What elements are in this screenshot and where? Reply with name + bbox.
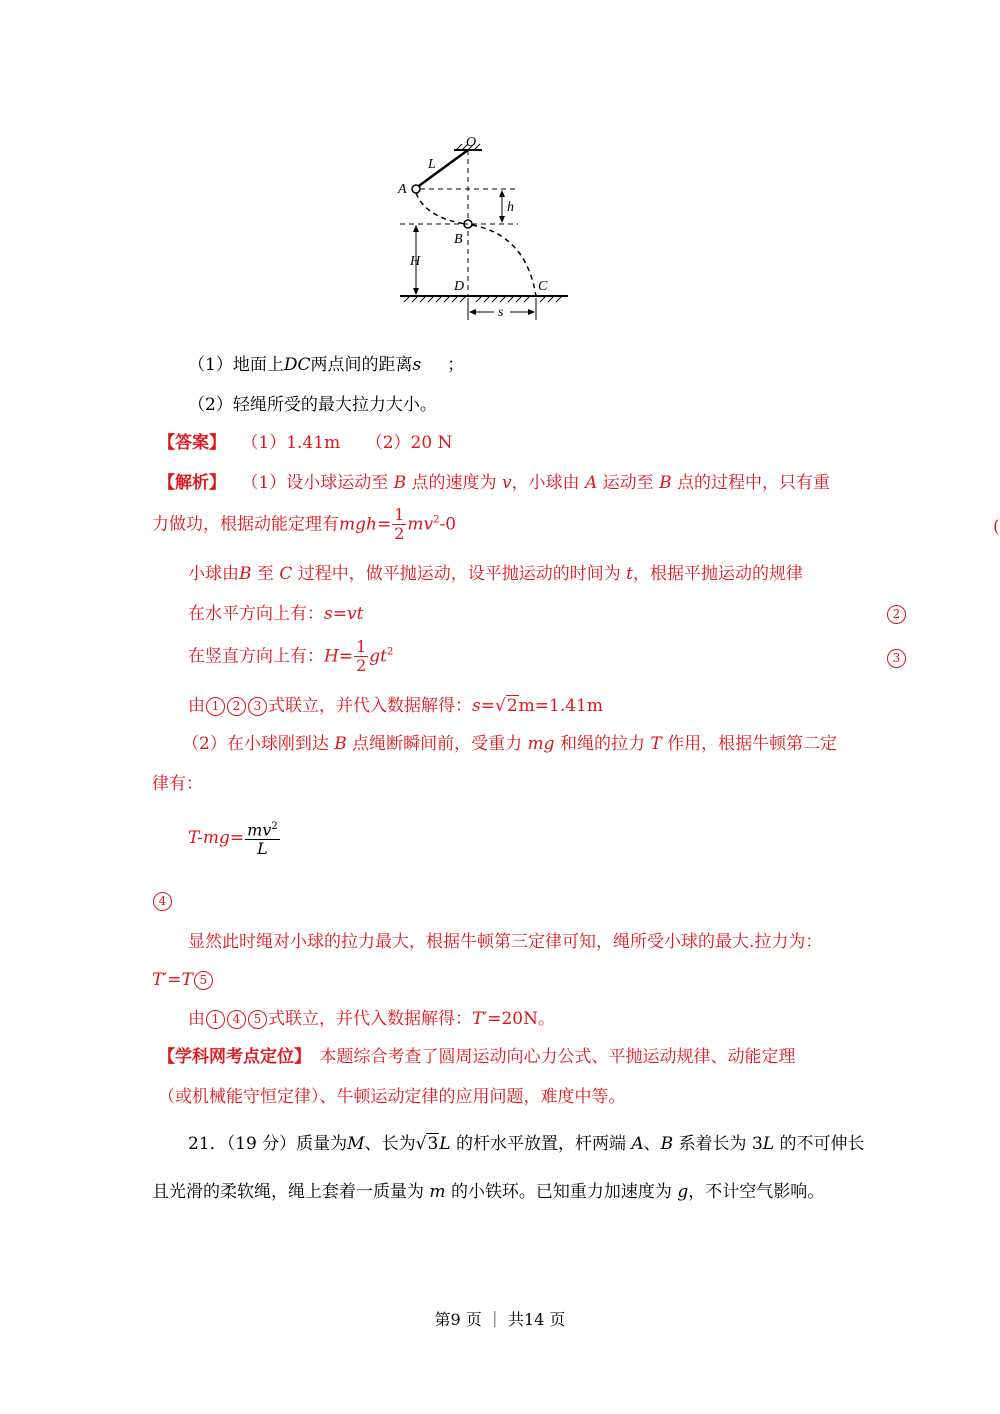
location-line-1: 【学科网考点定位】 本题综合考查了圆周运动向心力公式、平抛运动规律、动能定理 <box>158 1047 796 1067</box>
analysis-formula-newton: T-mg= $\frac{mv^2}{L}$ <box>188 818 281 858</box>
equation-marker-1: ( <box>993 517 1000 537</box>
label-A: A <box>398 182 407 197</box>
sqrt-3: √3 <box>415 1134 439 1154</box>
label-h: h <box>507 200 514 215</box>
arc-A-B <box>416 193 466 224</box>
analysis-line-7: （2）在小球刚到达 B 点绳断瞬间前，受重力 mg 和绳的拉力 T 作用，根据牛顿第二定 <box>182 734 838 754</box>
analysis-line-3: 小球由B 至 C 过程中，做平抛运动，设平抛运动的时间为 t，根据平抛运动的规律 <box>188 564 803 584</box>
analysis-line-9: 显然此时绳对小球的拉力最大，根据牛顿第三定律可知，绳所受小球的最大.拉力为： <box>188 932 823 952</box>
label-L: L <box>428 157 436 172</box>
answer-line <box>158 432 452 454</box>
equation-marker-2: 2 <box>886 603 907 625</box>
analysis-line-6: 由 1 2 3 式联立，并代入数据解得：s=√2m=1.41m <box>188 696 603 716</box>
analysis-line-2: 力做功，根据动能定理有mgh= $\frac{1}{2}$ $mv^2-0$ <box>152 505 457 543</box>
sqrt-2: √2 <box>494 696 518 716</box>
fraction-half: $\frac{1}{2}$ <box>394 505 405 543</box>
analysis-tag: 【解析】 <box>158 473 226 493</box>
question-1: （1）地面上DC两点间的距离s ； <box>188 355 465 375</box>
h-arrow-up <box>499 190 505 197</box>
fraction-half-2: $\frac{1}{2}$ <box>356 637 367 675</box>
s-arrow-left <box>469 309 476 315</box>
analysis-line-8: 律有： <box>152 774 203 794</box>
location-tag: 【学科网考点定位】 <box>158 1047 303 1067</box>
s-arrow-right <box>528 309 535 315</box>
answer-text: （1）1.41m （2）20 N <box>241 433 453 453</box>
label-B: B <box>454 232 463 247</box>
h-arrow-down <box>499 216 505 223</box>
analysis-line-11: 由 1 4 5 式联立，并代入数据解得：T′=20N。 <box>188 1009 555 1029</box>
q21-line-2: 且光滑的柔软绳，绳上套着一质量为 m 的小铁环。已知重力加速度为 g，不计空气影响。 <box>152 1182 825 1202</box>
label-O: O <box>466 135 477 150</box>
label-D: D <box>454 279 465 294</box>
physics-figure <box>396 130 576 330</box>
location-line-2: （或机械能守恒定律）、牛顿运动定律的应用问题，难度中等。 <box>158 1087 626 1107</box>
parabola-B-C <box>472 225 536 296</box>
H-arrow-down <box>413 288 419 295</box>
q21-line-1: 21．（19 分）质量为M、长为√3L 的杆水平放置，杆两端 A、B 系着长为 3L 的不可伸长 <box>188 1134 865 1154</box>
fraction-mv2-L: $\frac{mv^2}{L}$ <box>245 818 280 858</box>
analysis-line-1: 【解析】 （1）设小球运动至 B 点的速度为 v，小球由 A 运动至 B 点的过程中，只有重 <box>158 473 830 493</box>
equation-marker-3: 3 <box>886 647 907 669</box>
analysis-line-10: T′=T 5 <box>152 969 214 991</box>
analysis-line-5: 在竖直方向上有：H= $\frac{1}{2}$ $gt^2$ <box>188 637 394 675</box>
H-arrow-up <box>413 225 419 232</box>
label-s: s <box>498 305 504 320</box>
equation-marker-4: 4 <box>152 890 173 912</box>
label-H: H <box>410 254 421 269</box>
label-C: C <box>538 279 548 294</box>
ball-A <box>412 185 420 193</box>
page-footer: 第9 页 ｜ 共14 页 <box>434 1310 566 1329</box>
question-2: （2）轻绳所受的最大拉力大小。 <box>188 395 437 415</box>
answer-tag: 【答案】 <box>158 433 226 453</box>
rope-line <box>416 150 468 188</box>
analysis-line-4: 在水平方向上有：s=vt <box>188 604 364 624</box>
